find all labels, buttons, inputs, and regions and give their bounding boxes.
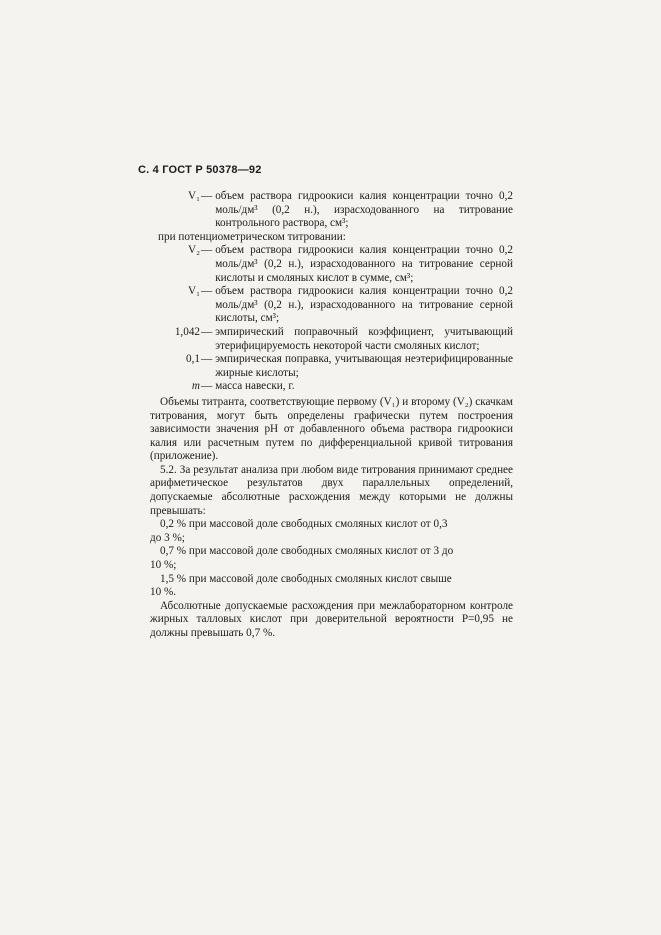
legend-dash: — — [201, 325, 213, 338]
legend-symbol: 1,042 — [174, 325, 200, 338]
legend-entry-v1-sulfuric — [150, 285, 513, 326]
tolerance-line: 0,7 % при массовой доле свободных смоляных кислот от 3 до — [160, 545, 454, 558]
legend-description: эмпирическая поправка, учитывающая неэтерифицированные жирные кислоты; — [215, 353, 513, 379]
legend-symbol: V₂ — [188, 244, 200, 257]
paragraph-titrant-volumes: Объемы титранта, соответствующие первому (V₁) и второму (V₂) скачкам титрования, могут быть определены графически путем построения зависимости значения рН от добавленного объема раствора гидроокиси калия или расчетным путем по дифференциальной кривой титрования (приложение). — [150, 395, 513, 463]
paragraph-interlab: Абсолютные допускаемые расхождения при межлабораторном контроле жирных талловых кислот при доверительной вероятности Р=0,95 не должны превышать 0,7 %. — [150, 599, 513, 639]
legend-symbol: V₁ — [188, 190, 200, 202]
legend-description: объем раствора гидроокиси калия концентрации точно 0,2 моль/дм³ (0,2 н.), израсходованного на титрование серной кислоты и смоляных кислот в сумме, см³; — [215, 244, 513, 284]
legend-description: объем раствора гидроокиси калия концентрации точно 0,2 моль/дм³ (0,2 н.), израсходованного на титрование контрольного раствора, см³; — [215, 190, 513, 230]
page-header: С. 4 ГОСТ Р 50378—92 — [138, 164, 262, 176]
legend-entry-correction — [150, 353, 513, 380]
legend-symbol: 0,1 — [186, 353, 200, 366]
potentiometric-intro: при потенциометрическом титровании: — [158, 230, 346, 243]
tolerance-line: 0,2 % при массовой доле свободных смоляных кислот от 0,3 — [160, 518, 448, 531]
legend-entry-v2 — [150, 244, 513, 285]
legend-entry-mass — [150, 380, 513, 394]
legend-symbol: V₁ — [188, 285, 200, 298]
legend-description: эмпирический поправочный коэффициент, учитывающий этерифицируемость некоторой части смоляных кислот; — [215, 325, 513, 352]
legend-dash: — — [201, 353, 213, 366]
legend-dash: — — [201, 244, 213, 257]
legend-description: объем раствора гидроокиси калия концентрации точно 0,2 моль/дм³ (0,2 н.), израсходованного на титрование серной кислоты, см³; — [215, 285, 513, 325]
tolerance-continuation: до 3 %; — [150, 531, 185, 544]
legend-entry-coefficient — [150, 326, 513, 353]
legend-symbol: m — [191, 380, 200, 393]
page-content — [150, 190, 513, 641]
legend-dash: — — [201, 380, 213, 393]
tolerance-continuation: 10 %; — [150, 559, 177, 572]
legend-dash: — — [201, 285, 213, 298]
tolerance-line: 1,5 % при массовой доле свободных смоляных кислот свыше — [160, 572, 452, 585]
legend-entry-v1-control — [150, 190, 513, 231]
tolerance-continuation: 10 %. — [150, 586, 177, 599]
legend-dash: — — [201, 190, 213, 202]
legend-description: масса навески, г. — [215, 380, 295, 393]
paragraph-5-2: 5.2. За результат анализа при любом виде титрования принимают среднее арифметическое результатов двух параллельных определений, допускаемые абсолютные расхождения между которыми не должны превышать: — [150, 463, 513, 517]
